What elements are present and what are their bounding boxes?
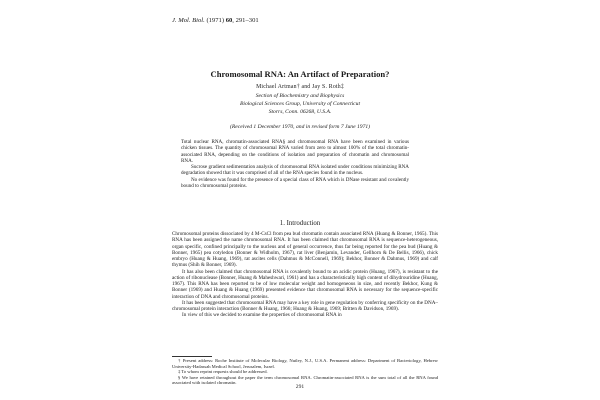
body-paragraph: It has also been claimed that chromosomal RNA is covalently bound to an acidic protein (Huang, 1967), is resistant to the action of ribonuclease (Bonner, Huang & Maheshwari, 1961) and has a characteristically high content of dihydrouridine (Huang, 1967). This RNA has been reported to be of low molecular weight and homogeneous in size, and recently Bekhor, Kung & Bonner (1969) and Huang & Huang (1969) presented evidence that chromosomal RNA is necessary for the sequence-specific interaction of DNA and chromosomal proteins. (172, 268, 438, 300)
body-text (172, 231, 438, 319)
abstract-paragraph: No evidence was found for the presence of a special class of RNA which is DNase resistant and covalently bound to chromosomal proteins. (181, 176, 409, 189)
journal-year: (1971) (206, 17, 225, 24)
footnote: ‡ To whom reprint requests should be addressed. (178, 369, 268, 375)
journal-citation (172, 17, 259, 24)
footnote-divider (172, 356, 212, 357)
body-paragraph: In view of this we decided to examine the properties of chromosomal RNA in (182, 312, 342, 319)
affiliation-line: Storrs, Conn. 06268, U.S.A. (268, 108, 332, 115)
section-heading: 1. Introduction (279, 220, 321, 227)
footnote: § We have retained throughout the paper the term chromosomal RNA. Chromatin-associated RNA is the sum total of all the RNA found associated with isolated chromatin. (172, 374, 438, 386)
footnotes (172, 358, 438, 386)
affiliation (0, 93, 600, 116)
abstract (181, 139, 409, 189)
body-paragraph: It has been suggested that chromosomal RNA may have a key role in gene regulation by conferring specificity on the DNA–chromosomal protein interaction (Bonner & Huang, 1966; Huang & Huang, 1969; Britten & Davidson, 1969). (172, 299, 438, 312)
received-dates: (Received 1 December 1970, and in revised form 7 June 1971) (229, 124, 371, 130)
paper-authors: Michael Artman† and Jay S. Roth‡ (256, 84, 344, 90)
journal-volume: 60 (225, 17, 233, 24)
affiliation-line: Section of Biochemistry and Biophysics (255, 93, 345, 99)
footnote: † Present address: Roche Institute of Molecular Biology, Nutley, N.J., U.S.A. Permanent address: Department of Bacteriology, Hebrew University-Hadassah Medical School, Jerusalem, Israel. (172, 358, 438, 369)
abstract-paragraph: Sucrose gradient sedimentation analysis of chromosomal RNA isolated under conditions minimizing RNA degradation showed that it was comprised of all of the RNA species found in the nucleus. (181, 164, 409, 177)
abstract-paragraph: Total nuclear RNA, chromatin-associated RNA§ and chromosomal RNA have been examined in various chicken tissues. The quantity of chromosomal RNA varied from zero to almost 100% of the total chromatin-associated RNA, depending on the conditions of isolation and preparation of chromatin and chromosomal RNA. (181, 139, 409, 164)
body-paragraph: Chromosomal proteins dissociated by 4 M-CsCl from pea bud chromatin contain associated RNA (Huang & Bonner, 1965). This RNA has been assigned the name chromosomal RNA. It has been claimed that chromosomal RNA is sequence-heterogeneous, organ specific, confined principally to the nucleus and of general occurrence, thus far being reported for the pea bud (Huang & Bonner, 1965) pea cotyledon (Bonner & Widholm, 1967), rat liver (Benjamin, Levander, Gellhorn & De Bellis, 1966), chick embryo (Huang & Huang, 1969), rat ascites cells (Dahmus & McConnell, 1969); Bekhor, Bonner & Dahmus, 1969) and calf thymus (Shih & Bonner, 1969). (172, 231, 438, 269)
journal-name: J. Mol. Biol. (172, 17, 205, 24)
paper-title: Chromosomal RNA: An Artifact of Preparation? (210, 69, 390, 79)
page-number: 291 (295, 384, 305, 390)
journal-pages: , 291–301 (232, 17, 259, 24)
affiliation-line: Biological Sciences Group, University of Connecticut (239, 100, 361, 107)
